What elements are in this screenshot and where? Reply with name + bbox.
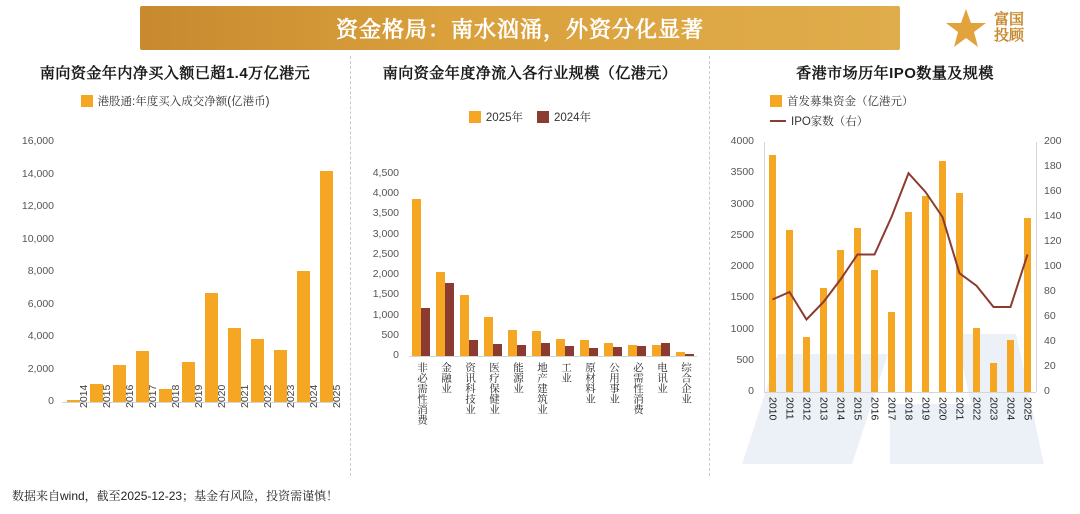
chart2-bar-s0-6	[556, 339, 565, 356]
chart3-bar-7	[888, 312, 896, 392]
chart2-bar-s1-8	[613, 347, 622, 356]
chart3-bar-9	[922, 196, 930, 392]
legend-swatch-icon	[81, 95, 93, 107]
chart3-ytick-right-5: 100	[1044, 260, 1062, 272]
chart3-ytick-right-6: 120	[1044, 235, 1062, 247]
chart2-ytick-0: 0	[393, 349, 399, 361]
legend-swatch-icon	[770, 95, 782, 107]
chart2-plot	[351, 134, 711, 464]
chart3-ytick-left-4: 2000	[730, 260, 754, 272]
chart1-bar-10	[297, 271, 310, 402]
footer-note: 数据来自wind，截至2025-12-23；基金有风险，投资需谨慎！	[12, 489, 339, 503]
chart1-bar-11	[320, 171, 333, 402]
chart2-ytick-8: 4,000	[372, 187, 399, 200]
chart3-legend-label-0: 首发募集资金（亿港元）	[787, 96, 914, 108]
chart3-plot	[710, 128, 1080, 464]
chart2-xtick-4: 能源业	[512, 362, 524, 394]
chart1-xtick-10: 2024	[307, 384, 320, 408]
chart3-xtick-3: 2013	[817, 397, 830, 421]
chart2-bar-s0-4	[508, 330, 517, 356]
chart3-ytick-right-10: 200	[1044, 135, 1062, 147]
chart1-legend-label-0: 港股通:年度买入成交净额(亿港币)	[97, 96, 270, 108]
chart2-bar-s0-5	[532, 331, 541, 356]
chart3-bar-11	[956, 193, 964, 392]
chart2-title: 南向资金年度净流入各行业规模（亿港元）	[382, 65, 678, 82]
chart2-ytick-1: 500	[381, 328, 399, 341]
chart3-bar-13	[990, 363, 998, 392]
chart1-xtick-2: 2016	[123, 384, 136, 408]
chart1-ytick-4: 8,000	[27, 265, 54, 277]
chart2-bar-s1-10	[661, 343, 670, 356]
chart3-bar-0	[769, 155, 777, 393]
chart1-legend	[0, 93, 350, 109]
chart2-ytick-3: 1,500	[372, 288, 399, 301]
chart3-x-axis	[764, 392, 1036, 393]
chart3-ytick-right-7: 140	[1044, 210, 1062, 222]
chart3-y-axis-right	[1036, 142, 1037, 392]
chart3-bar-10	[939, 161, 947, 392]
chart2-xtick-9: 必需性消费	[632, 362, 644, 415]
chart2-bar-s1-7	[589, 348, 598, 356]
chart2-legend-label-0: 2025年	[485, 112, 523, 124]
chart3-bar-1	[786, 230, 794, 393]
chart2-legend-item-0	[469, 109, 523, 125]
chart3-ytick-right-4: 80	[1044, 285, 1056, 297]
chart3-xtick-8: 2018	[902, 397, 915, 421]
chart1-ytick-0: 0	[48, 395, 54, 407]
chart1-xtick-5: 2019	[192, 384, 205, 408]
chart1-xtick-7: 2021	[238, 384, 251, 408]
chart2-bar-s1-0	[421, 308, 430, 356]
chart3-legend-item-0	[770, 93, 914, 109]
chart3-bar-14	[1007, 340, 1015, 392]
brand-logo	[944, 2, 1064, 54]
chart3-bar-2	[803, 337, 811, 392]
chart2-xtick-1: 金融业	[440, 362, 452, 394]
chart3-legend-label-1: IPO家数（右）	[791, 116, 869, 128]
chart3-xtick-5: 2015	[851, 397, 864, 421]
chart2-xtick-3: 医疗保健业	[488, 362, 500, 415]
chart2-ytick-6: 3,000	[372, 227, 399, 240]
legend-line-icon	[770, 120, 786, 122]
chart1-ytick-8: 16,000	[21, 135, 54, 147]
chart2-bar-s1-4	[517, 345, 526, 356]
chart2-legend-label-1: 2024年	[554, 112, 592, 124]
chart3-ytick-left-0: 0	[748, 385, 754, 397]
chart2-ytick-7: 3,500	[372, 207, 399, 220]
chart2-bar-s1-6	[565, 346, 574, 356]
chart1-plot	[0, 134, 350, 464]
chart3-ytick-left-1: 500	[736, 353, 754, 366]
chart2-xtick-2: 资讯科技业	[464, 362, 476, 415]
chart2-xtick-8: 公用事业	[608, 362, 620, 404]
chart2-ytick-2: 1,000	[372, 308, 399, 321]
chart3-bar-8	[905, 212, 913, 392]
chart2-ytick-4: 2,000	[372, 268, 399, 281]
legend-swatch-icon	[469, 111, 481, 123]
chart1-ytick-1: 2,000	[27, 362, 54, 375]
star-icon	[944, 6, 988, 50]
brand-line1: 富国	[994, 11, 1025, 29]
chart2-bar-s0-7	[580, 340, 589, 356]
chart2-bar-s0-11	[676, 352, 685, 356]
chart2-bar-s1-9	[637, 346, 646, 356]
legend-swatch-icon	[537, 111, 549, 123]
chart-panel-southbound-net-buy	[0, 56, 350, 476]
chart2-x-axis	[409, 356, 697, 357]
chart2-ytick-9: 4,500	[372, 167, 399, 179]
chart1-xtick-8: 2022	[261, 384, 274, 408]
chart1-xtick-0: 2014	[77, 384, 90, 408]
chart2-bar-s0-9	[628, 345, 637, 356]
chart3-ytick-right-3: 60	[1044, 310, 1056, 322]
brand-line2: 投顾	[994, 27, 1025, 44]
chart1-xtick-3: 2017	[146, 384, 159, 408]
chart1-xtick-4: 2018	[169, 384, 182, 408]
chart2-bar-s0-3	[484, 317, 493, 356]
chart2-xtick-6: 工业	[560, 362, 572, 383]
chart2-bar-s0-1	[436, 272, 445, 356]
chart3-ytick-right-1: 20	[1044, 360, 1056, 372]
chart3-bar-6	[871, 270, 879, 392]
chart1-ytick-6: 12,000	[21, 200, 54, 212]
chart2-bar-s0-8	[604, 343, 613, 356]
chart1-title: 南向资金年内净买入额已超1.4万亿港元	[39, 65, 311, 82]
chart3-y-axis-left	[764, 142, 765, 392]
chart3-ytick-right-8: 160	[1044, 185, 1062, 197]
chart3-xtick-13: 2023	[987, 397, 1000, 421]
chart3-xtick-14: 2024	[1004, 397, 1017, 421]
chart2-bar-s0-2	[460, 295, 469, 356]
chart3-xtick-4: 2014	[834, 397, 847, 421]
chart1-xtick-11: 2025	[330, 384, 343, 408]
chart3-bar-3	[820, 288, 828, 392]
chart-panel-sector-inflow	[350, 56, 710, 476]
chart2-bar-s1-1	[445, 283, 454, 356]
chart3-ytick-right-0: 0	[1044, 385, 1050, 397]
chart2-legend-item-1	[537, 109, 591, 125]
chart2-ytick-5: 2,500	[372, 247, 399, 260]
chart2-xtick-0: 非必需性消费	[416, 362, 428, 425]
chart3-bar-5	[854, 228, 862, 392]
chart2-bar-s1-11	[685, 354, 694, 356]
chart2-xtick-7: 原材料业	[584, 362, 596, 404]
chart3-xtick-9: 2019	[919, 397, 932, 421]
chart2-bar-s1-2	[469, 340, 478, 356]
chart1-ytick-5: 10,000	[21, 232, 54, 245]
chart3-ytick-left-7: 3500	[730, 166, 754, 179]
chart3-ytick-right-2: 40	[1044, 335, 1056, 347]
chart3-xtick-2: 2012	[800, 397, 813, 421]
chart3-xtick-10: 2020	[936, 397, 949, 421]
brand-name	[994, 12, 1024, 44]
chart2-xtick-10: 电讯业	[656, 362, 668, 394]
chart3-legend	[770, 93, 1080, 129]
chart-panel-hk-ipo	[710, 56, 1080, 476]
chart3-xtick-11: 2021	[953, 397, 966, 421]
chart3-ytick-left-5: 2500	[730, 228, 754, 241]
chart3-ytick-left-3: 1500	[730, 291, 754, 304]
page-title: 资金格局：南水汹涌，外资分化显著	[335, 16, 704, 42]
chart2-xtick-5: 地产建筑业	[536, 362, 548, 415]
chart1-xtick-1: 2015	[100, 384, 113, 408]
chart3-ytick-left-8: 4000	[730, 135, 754, 147]
chart3-title: 香港市场历年IPO数量及规模	[796, 65, 994, 82]
chart1-xtick-9: 2023	[284, 384, 297, 408]
chart3-xtick-1: 2011	[783, 397, 796, 420]
chart3-legend-item-1	[770, 113, 868, 129]
chart3-ytick-left-6: 3000	[730, 197, 754, 210]
banner	[140, 6, 900, 50]
chart2-bar-s1-3	[493, 344, 502, 356]
chart1-ytick-2: 4,000	[27, 330, 54, 342]
chart3-bar-12	[973, 328, 981, 392]
chart2-bar-s0-10	[652, 345, 661, 356]
chart1-ytick-3: 6,000	[27, 297, 54, 310]
chart3-xtick-15: 2025	[1021, 397, 1034, 421]
chart3-ytick-left-2: 1000	[730, 322, 754, 335]
chart2-bar-s1-5	[541, 343, 550, 356]
chart1-legend-item-0	[81, 93, 270, 109]
chart3-ytick-right-9: 180	[1044, 160, 1062, 172]
charts-container	[0, 56, 1080, 476]
chart3-xtick-6: 2016	[868, 397, 881, 421]
chart1-xtick-6: 2020	[215, 384, 228, 408]
chart1-ytick-7: 14,000	[21, 167, 54, 180]
chart3-xtick-7: 2017	[885, 397, 898, 421]
chart3-xtick-0: 2010	[766, 397, 779, 421]
chart3-xtick-12: 2022	[970, 397, 983, 421]
chart2-xtick-11: 综合企业	[680, 362, 692, 404]
chart3-bar-4	[837, 250, 845, 393]
chart2-legend	[351, 109, 709, 125]
chart2-bar-s0-0	[412, 199, 421, 356]
chart3-bar-15	[1024, 218, 1032, 392]
